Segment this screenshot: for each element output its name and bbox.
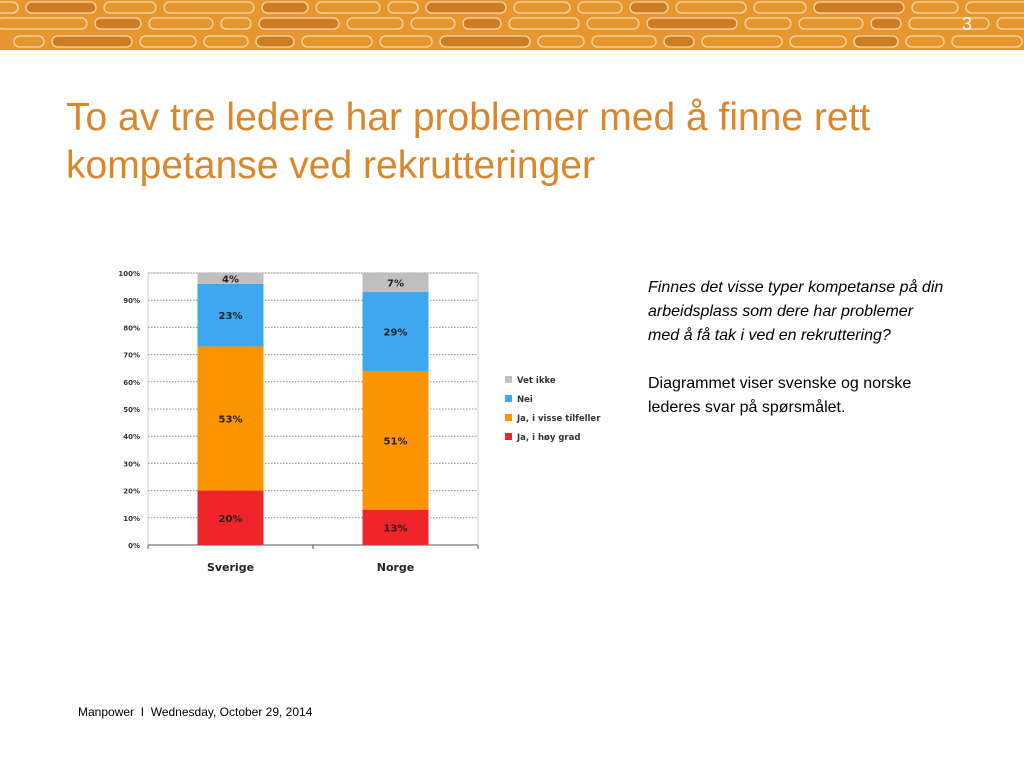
y-tick-label: 100% — [118, 270, 140, 278]
legend-label: Ja, i høy grad — [517, 433, 581, 443]
data-label: 20% — [218, 513, 243, 525]
data-label: 51% — [383, 436, 408, 448]
footer-separator: I — [140, 705, 145, 719]
header-pattern-shape — [164, 2, 254, 13]
header-pattern-shape — [0, 2, 18, 13]
legend-label: Vet ikke — [517, 376, 556, 386]
y-tick-label: 30% — [123, 460, 140, 469]
chart-description: Diagrammet viser svenske og norske lederes svar på spørsmålet. — [648, 375, 912, 416]
header-pattern-shape — [256, 36, 294, 47]
data-label: 23% — [218, 311, 243, 323]
footer-date: Wednesday, October 29, 2014 — [150, 705, 313, 719]
header-pattern-shape — [463, 18, 501, 29]
header-pattern-shape — [952, 36, 1022, 47]
header-pattern — [0, 0, 1024, 50]
header-pattern-shape — [745, 18, 791, 29]
header-pattern-shape — [14, 36, 44, 47]
y-tick-label: 80% — [123, 324, 140, 333]
category-label: Norge — [376, 561, 415, 574]
legend-swatch — [505, 376, 512, 383]
side-text-block — [648, 276, 948, 420]
footer-company: Manpower — [78, 705, 135, 719]
header-pattern-shape — [997, 18, 1024, 29]
chart-canvas — [110, 262, 620, 592]
header-pattern-shape — [388, 2, 418, 13]
header-pattern-shape — [95, 18, 141, 29]
legend-swatch — [505, 414, 512, 421]
header-pattern-shape — [676, 2, 746, 13]
header-pattern-shape — [411, 18, 455, 29]
y-tick-label: 20% — [123, 487, 140, 496]
header-pattern-shape — [814, 2, 904, 13]
header-pattern-shape — [854, 36, 898, 47]
header-pattern-shape — [426, 2, 506, 13]
slide-number: 3 — [961, 14, 972, 34]
legend-swatch — [505, 433, 512, 440]
header-pattern-shape — [380, 36, 432, 47]
header-pattern-shape — [0, 18, 87, 29]
y-tick-label: 40% — [123, 433, 140, 442]
header-pattern-shape — [514, 2, 570, 13]
data-label: 4% — [222, 274, 239, 286]
header-pattern-shape — [347, 18, 403, 29]
header-decorative-band — [0, 0, 1024, 50]
slide-title: To av tre ledere har problemer med å finne rett kompetanse ved rekrutteringer — [66, 96, 871, 187]
stacked-bar-chart — [110, 262, 620, 592]
legend-label: Nei — [517, 395, 533, 405]
data-label: 13% — [383, 523, 408, 535]
data-label: 53% — [218, 414, 243, 426]
header-pattern-shape — [664, 36, 694, 47]
header-pattern-shape — [204, 36, 248, 47]
y-tick-label: 10% — [123, 514, 140, 523]
header-pattern-shape — [702, 36, 782, 47]
header-pattern-shape — [906, 36, 944, 47]
header-pattern-shape — [790, 36, 846, 47]
footer — [78, 705, 312, 719]
header-pattern-shape — [221, 18, 251, 29]
header-pattern-shape — [26, 2, 96, 13]
header-pattern-shape — [538, 36, 584, 47]
header-pattern-shape — [140, 36, 196, 47]
header-pattern-shape — [316, 2, 380, 13]
header-pattern-shape — [592, 36, 656, 47]
header-pattern-shape — [509, 18, 579, 29]
header-pattern-shape — [259, 18, 339, 29]
header-pattern-shape — [52, 36, 132, 47]
header-pattern-shape — [647, 18, 737, 29]
header-pattern-shape — [587, 18, 639, 29]
header-pattern-shape — [799, 18, 863, 29]
header-pattern-shape — [262, 2, 308, 13]
data-label: 29% — [383, 327, 408, 339]
header-pattern-shape — [909, 18, 989, 29]
header-pattern-shape — [302, 36, 372, 47]
y-tick-label: 50% — [123, 406, 140, 414]
y-tick-label: 60% — [123, 378, 140, 387]
header-pattern-shape — [149, 18, 213, 29]
header-pattern-shape — [912, 2, 958, 13]
header-pattern-shape — [754, 2, 806, 13]
legend-swatch — [505, 395, 512, 402]
y-tick-label: 70% — [123, 351, 140, 360]
survey-question: Finnes det visse typer kompetanse på din arbeidsplass som dere har problemer med å få tak i ved en rekruttering? — [648, 279, 944, 344]
header-pattern-shape — [630, 2, 668, 13]
header-pattern-shape — [966, 2, 1024, 13]
header-pattern-shape — [104, 2, 156, 13]
y-tick-label: 0% — [128, 542, 140, 550]
header-pattern-shape — [578, 2, 622, 13]
header-pattern-shape — [871, 18, 901, 29]
header-pattern-shape — [440, 36, 530, 47]
y-tick-label: 90% — [123, 297, 140, 306]
category-label: Sverige — [206, 561, 255, 574]
legend-label: Ja, i visse tilfeller — [517, 414, 601, 424]
data-label: 7% — [387, 278, 404, 290]
